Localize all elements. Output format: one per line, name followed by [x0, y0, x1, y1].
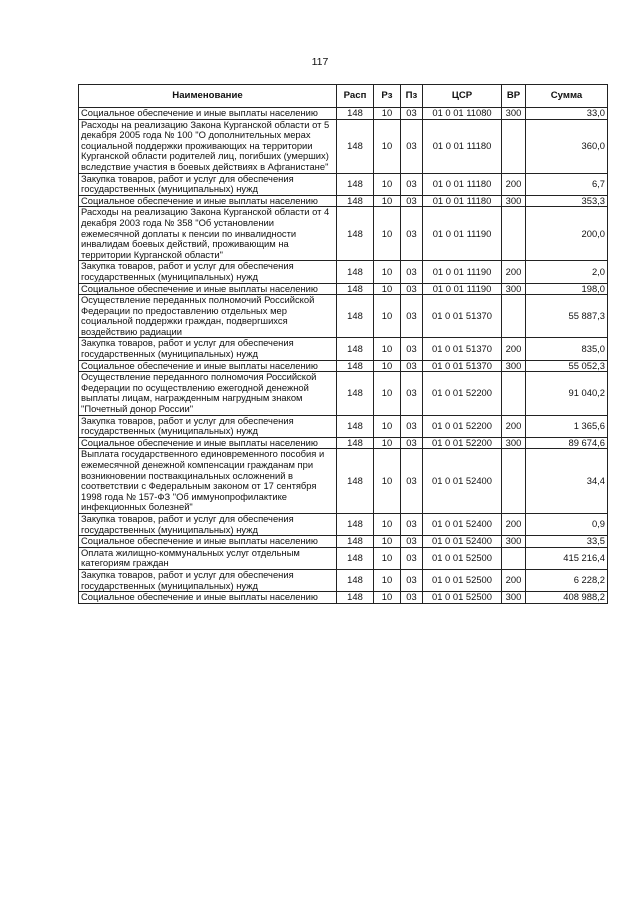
row-sum-cell: 6,7 — [526, 173, 608, 195]
row-rasp-cell: 148 — [337, 536, 374, 548]
column-header-sum: Сумма — [526, 85, 608, 108]
row-pz-cell: 03 — [401, 261, 423, 283]
row-rasp-cell: 148 — [337, 592, 374, 604]
row-rz-cell: 10 — [374, 536, 401, 548]
row-rasp-cell: 148 — [337, 261, 374, 283]
row-vr-cell: 200 — [502, 569, 526, 591]
row-csr-cell: 01 0 01 11180 — [423, 195, 502, 207]
table-row — [79, 338, 608, 360]
row-csr-cell: 01 0 01 52500 — [423, 569, 502, 591]
row-csr-cell: 01 0 01 51370 — [423, 338, 502, 360]
row-pz-cell: 03 — [401, 513, 423, 535]
row-rz-cell: 10 — [374, 547, 401, 569]
row-pz-cell: 03 — [401, 372, 423, 415]
table-row — [79, 295, 608, 338]
table-row — [79, 569, 608, 591]
row-sum-cell: 91 040,2 — [526, 372, 608, 415]
row-rasp-cell: 148 — [337, 415, 374, 437]
row-rasp-cell: 148 — [337, 449, 374, 514]
table-row — [79, 513, 608, 535]
row-name-cell: Социальное обеспечение и иные выплаты населению — [79, 437, 337, 449]
row-rasp-cell: 148 — [337, 372, 374, 415]
row-vr-cell: 200 — [502, 415, 526, 437]
row-rz-cell: 10 — [374, 360, 401, 372]
row-rz-cell: 10 — [374, 437, 401, 449]
row-pz-cell: 03 — [401, 449, 423, 514]
row-rasp-cell: 148 — [337, 569, 374, 591]
row-pz-cell: 03 — [401, 569, 423, 591]
table-row — [79, 437, 608, 449]
row-rasp-cell: 148 — [337, 295, 374, 338]
row-pz-cell: 03 — [401, 295, 423, 338]
row-csr-cell: 01 0 01 52500 — [423, 547, 502, 569]
row-rasp-cell: 148 — [337, 119, 374, 173]
row-pz-cell: 03 — [401, 360, 423, 372]
row-sum-cell: 353,3 — [526, 195, 608, 207]
row-rz-cell: 10 — [374, 283, 401, 295]
row-rasp-cell: 148 — [337, 360, 374, 372]
table-row — [79, 547, 608, 569]
row-sum-cell: 200,0 — [526, 207, 608, 261]
row-rz-cell: 10 — [374, 372, 401, 415]
row-sum-cell: 6 228,2 — [526, 569, 608, 591]
row-rz-cell: 10 — [374, 207, 401, 261]
row-name-cell: Расходы на реализацию Закона Курганской области от 4 декабря 2003 года № 358 "Об установлении ежемесячной доплаты к пенсии по инвалидности инвалидам боевых действий, проживающим на территории Курганской области" — [79, 207, 337, 261]
row-csr-cell: 01 0 01 51370 — [423, 360, 502, 372]
column-header-rz: Рз — [374, 85, 401, 108]
row-sum-cell: 34,4 — [526, 449, 608, 514]
row-name-cell: Оплата жилищно-коммунальных услуг отдельным категориям граждан — [79, 547, 337, 569]
row-vr-cell — [502, 372, 526, 415]
row-name-cell: Закупка товаров, работ и услуг для обеспечения государственных (муниципальных) нужд — [79, 569, 337, 591]
table-row — [79, 108, 608, 120]
row-rz-cell: 10 — [374, 449, 401, 514]
row-csr-cell: 01 0 01 51370 — [423, 295, 502, 338]
row-rz-cell: 10 — [374, 119, 401, 173]
row-vr-cell: 300 — [502, 592, 526, 604]
row-csr-cell: 01 0 01 11180 — [423, 119, 502, 173]
row-vr-cell — [502, 547, 526, 569]
column-header-pz: Пз — [401, 85, 423, 108]
row-vr-cell: 300 — [502, 536, 526, 548]
table-row — [79, 261, 608, 283]
row-rasp-cell: 148 — [337, 338, 374, 360]
table-row — [79, 449, 608, 514]
row-pz-cell: 03 — [401, 338, 423, 360]
budget-table — [78, 84, 608, 604]
row-csr-cell: 01 0 01 11190 — [423, 283, 502, 295]
row-vr-cell: 300 — [502, 283, 526, 295]
row-rz-cell: 10 — [374, 513, 401, 535]
row-name-cell: Осуществление переданного полномочия Российской Федерации по осуществлению ежегодной денежной выплаты лицам, награжденным нагрудным знаком "Почетный донор России" — [79, 372, 337, 415]
row-sum-cell: 55 887,3 — [526, 295, 608, 338]
row-csr-cell: 01 0 01 52400 — [423, 513, 502, 535]
row-sum-cell: 89 674,6 — [526, 437, 608, 449]
row-sum-cell: 55 052,3 — [526, 360, 608, 372]
row-csr-cell: 01 0 01 11180 — [423, 173, 502, 195]
row-rz-cell: 10 — [374, 295, 401, 338]
row-csr-cell: 01 0 01 52200 — [423, 437, 502, 449]
column-header-name: Наименование — [79, 85, 337, 108]
row-rasp-cell: 148 — [337, 195, 374, 207]
row-csr-cell: 01 0 01 52200 — [423, 372, 502, 415]
row-name-cell: Социальное обеспечение и иные выплаты населению — [79, 195, 337, 207]
row-vr-cell — [502, 449, 526, 514]
row-name-cell: Социальное обеспечение и иные выплаты населению — [79, 283, 337, 295]
row-sum-cell: 0,9 — [526, 513, 608, 535]
row-name-cell: Закупка товаров, работ и услуг для обеспечения государственных (муниципальных) нужд — [79, 261, 337, 283]
row-sum-cell: 408 988,2 — [526, 592, 608, 604]
row-name-cell: Закупка товаров, работ и услуг для обеспечения государственных (муниципальных) нужд — [79, 338, 337, 360]
row-pz-cell: 03 — [401, 119, 423, 173]
row-sum-cell: 1 365,6 — [526, 415, 608, 437]
row-rasp-cell: 148 — [337, 207, 374, 261]
row-name-cell: Закупка товаров, работ и услуг для обеспечения государственных (муниципальных) нужд — [79, 513, 337, 535]
row-pz-cell: 03 — [401, 536, 423, 548]
row-vr-cell: 200 — [502, 173, 526, 195]
row-csr-cell: 01 0 01 52500 — [423, 592, 502, 604]
row-name-cell: Социальное обеспечение и иные выплаты населению — [79, 360, 337, 372]
row-pz-cell: 03 — [401, 415, 423, 437]
row-vr-cell: 300 — [502, 437, 526, 449]
row-name-cell: Осуществление переданных полномочий Российской Федерации по предоставлению отдельных мер социальной поддержки граждан, подвергшихся воздействию радиации — [79, 295, 337, 338]
row-name-cell: Социальное обеспечение и иные выплаты населению — [79, 108, 337, 120]
row-rasp-cell: 148 — [337, 173, 374, 195]
table-body — [79, 108, 608, 604]
row-vr-cell: 300 — [502, 195, 526, 207]
row-sum-cell: 360,0 — [526, 119, 608, 173]
row-sum-cell: 33,0 — [526, 108, 608, 120]
row-rz-cell: 10 — [374, 338, 401, 360]
row-csr-cell: 01 0 01 52400 — [423, 449, 502, 514]
row-pz-cell: 03 — [401, 195, 423, 207]
row-vr-cell: 200 — [502, 261, 526, 283]
row-pz-cell: 03 — [401, 173, 423, 195]
table-row — [79, 207, 608, 261]
row-pz-cell: 03 — [401, 547, 423, 569]
row-rz-cell: 10 — [374, 173, 401, 195]
row-vr-cell: 300 — [502, 360, 526, 372]
table-row — [79, 283, 608, 295]
row-pz-cell: 03 — [401, 592, 423, 604]
row-rasp-cell: 148 — [337, 437, 374, 449]
row-csr-cell: 01 0 01 52200 — [423, 415, 502, 437]
row-vr-cell: 300 — [502, 108, 526, 120]
row-rz-cell: 10 — [374, 108, 401, 120]
table-row — [79, 372, 608, 415]
row-sum-cell: 198,0 — [526, 283, 608, 295]
column-header-rasp: Расп — [337, 85, 374, 108]
table-row — [79, 415, 608, 437]
column-header-vr: ВР — [502, 85, 526, 108]
row-vr-cell — [502, 119, 526, 173]
row-vr-cell — [502, 295, 526, 338]
row-name-cell: Социальное обеспечение и иные выплаты населению — [79, 536, 337, 548]
table-row — [79, 360, 608, 372]
row-pz-cell: 03 — [401, 108, 423, 120]
row-sum-cell: 33,5 — [526, 536, 608, 548]
row-rasp-cell: 148 — [337, 108, 374, 120]
column-header-csr: ЦСР — [423, 85, 502, 108]
row-sum-cell: 2,0 — [526, 261, 608, 283]
row-csr-cell: 01 0 01 11190 — [423, 207, 502, 261]
table-row — [79, 536, 608, 548]
row-rz-cell: 10 — [374, 569, 401, 591]
table-header-row — [79, 85, 608, 108]
table-row — [79, 195, 608, 207]
row-vr-cell — [502, 207, 526, 261]
row-pz-cell: 03 — [401, 283, 423, 295]
table-row — [79, 119, 608, 173]
row-rz-cell: 10 — [374, 195, 401, 207]
row-sum-cell: 835,0 — [526, 338, 608, 360]
page-number: 117 — [311, 56, 329, 68]
row-rz-cell: 10 — [374, 261, 401, 283]
row-csr-cell: 01 0 01 52400 — [423, 536, 502, 548]
row-name-cell: Расходы на реализацию Закона Курганской области от 5 декабря 2005 года № 100 "О дополнительных мерах социальной поддержки проживающих на территории Курганской области родителей лиц, погибших (умерших) вследствие участия в боевых действиях в Афганистане" — [79, 119, 337, 173]
row-rasp-cell: 148 — [337, 283, 374, 295]
row-pz-cell: 03 — [401, 437, 423, 449]
table-row — [79, 173, 608, 195]
row-sum-cell: 415 216,4 — [526, 547, 608, 569]
row-name-cell: Социальное обеспечение и иные выплаты населению — [79, 592, 337, 604]
row-vr-cell: 200 — [502, 513, 526, 535]
row-csr-cell: 01 0 01 11080 — [423, 108, 502, 120]
table-row — [79, 592, 608, 604]
row-pz-cell: 03 — [401, 207, 423, 261]
row-name-cell: Закупка товаров, работ и услуг для обеспечения государственных (муниципальных) нужд — [79, 173, 337, 195]
row-rasp-cell: 148 — [337, 513, 374, 535]
row-vr-cell: 200 — [502, 338, 526, 360]
row-rz-cell: 10 — [374, 592, 401, 604]
row-rasp-cell: 148 — [337, 547, 374, 569]
row-rz-cell: 10 — [374, 415, 401, 437]
row-name-cell: Выплата государственного единовременного пособия и ежемесячной денежной компенсации гражданам при возникновении поствакцинальных осложнений в соответствии с Федеральным законом от 17 сентября 1998 года № 157-ФЗ "Об иммунопрофилактике инфекционных болезней" — [79, 449, 337, 514]
row-csr-cell: 01 0 01 11190 — [423, 261, 502, 283]
row-name-cell: Закупка товаров, работ и услуг для обеспечения государственных (муниципальных) нужд — [79, 415, 337, 437]
